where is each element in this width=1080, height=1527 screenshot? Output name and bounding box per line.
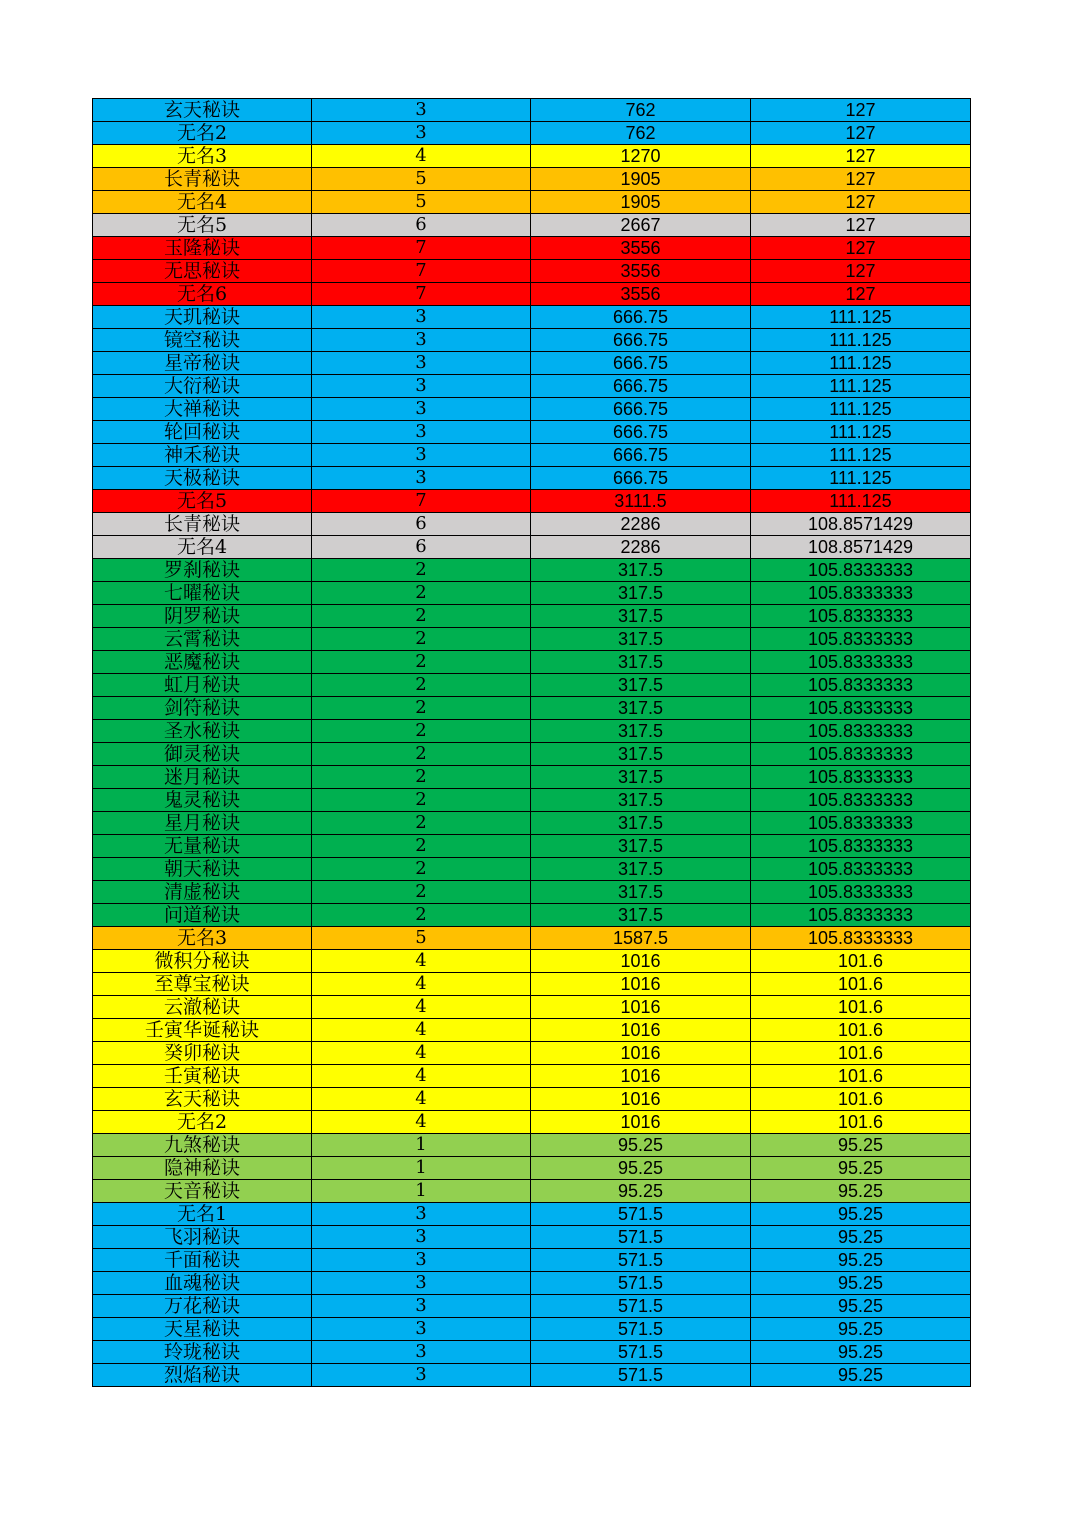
table-row	[93, 283, 971, 306]
cell-total[interactable]: 571.5	[531, 1203, 751, 1226]
cell-name[interactable]: 长青秘诀	[93, 513, 312, 536]
cell-name[interactable]: 至尊宝秘诀	[93, 973, 312, 996]
table-row	[93, 927, 971, 950]
cell-average[interactable]: 108.8571429	[751, 513, 971, 536]
cell-average[interactable]: 111.125	[751, 329, 971, 352]
cell-name[interactable]: 隐神秘诀	[93, 1157, 312, 1180]
cell-name[interactable]: 星月秘诀	[93, 812, 312, 835]
cell-total[interactable]: 571.5	[531, 1249, 751, 1272]
table-row	[93, 605, 971, 628]
cell-name[interactable]: 虹月秘诀	[93, 674, 312, 697]
table-row	[93, 237, 971, 260]
cell-name[interactable]: 无名3	[93, 927, 312, 950]
cell-grade[interactable]: 2	[312, 743, 531, 766]
cell-total[interactable]: 317.5	[531, 858, 751, 881]
table-row	[93, 122, 971, 145]
cell-name[interactable]: 烈焰秘诀	[93, 1364, 312, 1387]
cell-grade[interactable]: 3	[312, 1295, 531, 1318]
cell-total[interactable]: 1905	[531, 168, 751, 191]
cell-name[interactable]: 问道秘诀	[93, 904, 312, 927]
cell-total[interactable]: 317.5	[531, 582, 751, 605]
table-row	[93, 329, 971, 352]
cell-name[interactable]: 千面秘诀	[93, 1249, 312, 1272]
table-row	[93, 1249, 971, 1272]
cell-average[interactable]: 105.8333333	[751, 720, 971, 743]
cell-total[interactable]: 317.5	[531, 651, 751, 674]
cell-total[interactable]: 95.25	[531, 1134, 751, 1157]
cell-grade[interactable]: 2	[312, 789, 531, 812]
cell-average[interactable]: 105.8333333	[751, 812, 971, 835]
cell-name[interactable]: 云澈秘诀	[93, 996, 312, 1019]
cell-name[interactable]: 无名4	[93, 191, 312, 214]
cell-average[interactable]: 111.125	[751, 444, 971, 467]
table-row	[93, 950, 971, 973]
cell-grade[interactable]: 1	[312, 1134, 531, 1157]
table-row	[93, 1180, 971, 1203]
cell-grade[interactable]: 6	[312, 214, 531, 237]
cell-name[interactable]: 天极秘诀	[93, 467, 312, 490]
cell-total[interactable]: 1270	[531, 145, 751, 168]
cell-name[interactable]: 无名6	[93, 283, 312, 306]
cell-total[interactable]: 2667	[531, 214, 751, 237]
cell-grade[interactable]: 2	[312, 720, 531, 743]
table-row	[93, 1272, 971, 1295]
table-row	[93, 1157, 971, 1180]
cell-name[interactable]: 无思秘诀	[93, 260, 312, 283]
cell-name[interactable]: 无名4	[93, 536, 312, 559]
cell-name[interactable]: 壬寅华诞秘诀	[93, 1019, 312, 1042]
cell-total[interactable]: 317.5	[531, 743, 751, 766]
cell-grade[interactable]: 3	[312, 99, 531, 122]
cell-average[interactable]: 127	[751, 214, 971, 237]
cell-grade[interactable]: 2	[312, 858, 531, 881]
cell-average[interactable]: 108.8571429	[751, 536, 971, 559]
cell-total[interactable]: 666.75	[531, 352, 751, 375]
cell-average[interactable]: 95.25	[751, 1295, 971, 1318]
table-row	[93, 1295, 971, 1318]
cell-grade[interactable]: 4	[312, 1065, 531, 1088]
spreadsheet-table	[92, 98, 971, 1387]
cell-total[interactable]: 666.75	[531, 444, 751, 467]
cell-total[interactable]: 3111.5	[531, 490, 751, 513]
cell-name[interactable]: 清虚秘诀	[93, 881, 312, 904]
cell-average[interactable]: 105.8333333	[751, 628, 971, 651]
table-row	[93, 812, 971, 835]
cell-total[interactable]: 317.5	[531, 766, 751, 789]
cell-grade[interactable]: 4	[312, 1019, 531, 1042]
cell-grade[interactable]: 7	[312, 260, 531, 283]
cell-total[interactable]: 1016	[531, 1111, 751, 1134]
cell-grade[interactable]: 3	[312, 352, 531, 375]
cell-grade[interactable]: 1	[312, 1157, 531, 1180]
cell-name[interactable]: 玄天秘诀	[93, 99, 312, 122]
cell-grade[interactable]: 3	[312, 421, 531, 444]
cell-total[interactable]: 317.5	[531, 674, 751, 697]
cell-total[interactable]: 317.5	[531, 789, 751, 812]
cell-name[interactable]: 无名5	[93, 490, 312, 513]
cell-average[interactable]: 95.25	[751, 1134, 971, 1157]
cell-average[interactable]: 101.6	[751, 1088, 971, 1111]
table-row	[93, 766, 971, 789]
table-row	[93, 996, 971, 1019]
cell-average[interactable]: 127	[751, 260, 971, 283]
cell-name[interactable]: 圣水秘诀	[93, 720, 312, 743]
cell-total[interactable]: 3556	[531, 237, 751, 260]
cell-name[interactable]: 玲珑秘诀	[93, 1341, 312, 1364]
cell-grade[interactable]: 2	[312, 835, 531, 858]
cell-average[interactable]: 95.25	[751, 1364, 971, 1387]
table-row	[93, 1203, 971, 1226]
cell-name[interactable]: 玉隆秘诀	[93, 237, 312, 260]
cell-grade[interactable]: 5	[312, 168, 531, 191]
cell-grade[interactable]: 4	[312, 950, 531, 973]
cell-name[interactable]: 天音秘诀	[93, 1180, 312, 1203]
cell-total[interactable]: 666.75	[531, 306, 751, 329]
cell-average[interactable]: 95.25	[751, 1318, 971, 1341]
table-row	[93, 214, 971, 237]
table-row	[93, 513, 971, 536]
cell-average[interactable]: 111.125	[751, 398, 971, 421]
cell-grade[interactable]: 4	[312, 996, 531, 1019]
cell-grade[interactable]: 5	[312, 191, 531, 214]
cell-grade[interactable]: 4	[312, 1042, 531, 1065]
cell-average[interactable]: 101.6	[751, 950, 971, 973]
table-row	[93, 582, 971, 605]
table-row	[93, 697, 971, 720]
cell-name[interactable]: 朝天秘诀	[93, 858, 312, 881]
cell-total[interactable]: 1016	[531, 996, 751, 1019]
cell-name[interactable]: 无名3	[93, 145, 312, 168]
table-row	[93, 191, 971, 214]
cell-total[interactable]: 666.75	[531, 398, 751, 421]
cell-name[interactable]: 阴罗秘诀	[93, 605, 312, 628]
cell-grade[interactable]: 3	[312, 467, 531, 490]
cell-name[interactable]: 无量秘诀	[93, 835, 312, 858]
cell-total[interactable]: 2286	[531, 536, 751, 559]
cell-average[interactable]: 95.25	[751, 1157, 971, 1180]
table-row	[93, 1341, 971, 1364]
cell-grade[interactable]: 2	[312, 881, 531, 904]
table-row	[93, 1042, 971, 1065]
cell-name[interactable]: 天星秘诀	[93, 1318, 312, 1341]
cell-name[interactable]: 无名5	[93, 214, 312, 237]
cell-average[interactable]: 105.8333333	[751, 835, 971, 858]
cell-total[interactable]: 317.5	[531, 904, 751, 927]
cell-grade[interactable]: 2	[312, 904, 531, 927]
table-body	[93, 99, 971, 1387]
cell-name[interactable]: 长青秘诀	[93, 168, 312, 191]
cell-name[interactable]: 轮回秘诀	[93, 421, 312, 444]
cell-total[interactable]: 571.5	[531, 1226, 751, 1249]
cell-grade[interactable]: 7	[312, 490, 531, 513]
table-row	[93, 467, 971, 490]
cell-total[interactable]: 1016	[531, 1042, 751, 1065]
cell-name[interactable]: 罗刹秘诀	[93, 559, 312, 582]
cell-total[interactable]: 1016	[531, 1088, 751, 1111]
cell-total[interactable]: 317.5	[531, 559, 751, 582]
table-row	[93, 1019, 971, 1042]
table-row	[93, 835, 971, 858]
cell-total[interactable]: 317.5	[531, 605, 751, 628]
cell-average[interactable]: 105.8333333	[751, 881, 971, 904]
cell-average[interactable]: 101.6	[751, 996, 971, 1019]
cell-grade[interactable]: 4	[312, 1111, 531, 1134]
table-row	[93, 444, 971, 467]
cell-average[interactable]: 95.25	[751, 1180, 971, 1203]
cell-average[interactable]: 105.8333333	[751, 651, 971, 674]
cell-total[interactable]: 317.5	[531, 628, 751, 651]
cell-name[interactable]: 鬼灵秘诀	[93, 789, 312, 812]
cell-total[interactable]: 571.5	[531, 1295, 751, 1318]
cell-grade[interactable]: 2	[312, 582, 531, 605]
table-row	[93, 559, 971, 582]
cell-average[interactable]: 111.125	[751, 306, 971, 329]
cell-average[interactable]: 105.8333333	[751, 927, 971, 950]
cell-grade[interactable]: 4	[312, 145, 531, 168]
cell-average[interactable]: 111.125	[751, 490, 971, 513]
cell-grade[interactable]: 3	[312, 306, 531, 329]
cell-total[interactable]: 3556	[531, 283, 751, 306]
cell-total[interactable]: 1905	[531, 191, 751, 214]
table-row	[93, 628, 971, 651]
table-row	[93, 720, 971, 743]
cell-name[interactable]: 剑符秘诀	[93, 697, 312, 720]
cell-average[interactable]: 105.8333333	[751, 743, 971, 766]
table-row	[93, 398, 971, 421]
cell-grade[interactable]: 2	[312, 812, 531, 835]
cell-average[interactable]: 95.25	[751, 1272, 971, 1295]
cell-name[interactable]: 大禅秘诀	[93, 398, 312, 421]
cell-grade[interactable]: 7	[312, 237, 531, 260]
cell-name[interactable]: 飞羽秘诀	[93, 1226, 312, 1249]
cell-name[interactable]: 星帝秘诀	[93, 352, 312, 375]
cell-grade[interactable]: 5	[312, 927, 531, 950]
cell-name[interactable]: 万花秘诀	[93, 1295, 312, 1318]
cell-total[interactable]: 1587.5	[531, 927, 751, 950]
cell-name[interactable]: 大衍秘诀	[93, 375, 312, 398]
cell-total[interactable]: 317.5	[531, 881, 751, 904]
cell-average[interactable]: 105.8333333	[751, 697, 971, 720]
cell-grade[interactable]: 3	[312, 329, 531, 352]
cell-average[interactable]: 127	[751, 122, 971, 145]
cell-grade[interactable]: 2	[312, 628, 531, 651]
cell-name[interactable]: 癸卯秘诀	[93, 1042, 312, 1065]
cell-grade[interactable]: 3	[312, 1364, 531, 1387]
cell-total[interactable]: 762	[531, 99, 751, 122]
cell-grade[interactable]: 3	[312, 375, 531, 398]
cell-average[interactable]: 127	[751, 168, 971, 191]
cell-grade[interactable]: 7	[312, 283, 531, 306]
table-row	[93, 789, 971, 812]
table-row	[93, 973, 971, 996]
table-row	[93, 904, 971, 927]
cell-total[interactable]: 666.75	[531, 421, 751, 444]
table-row	[93, 168, 971, 191]
cell-average[interactable]: 101.6	[751, 1042, 971, 1065]
cell-grade[interactable]: 3	[312, 122, 531, 145]
table-row	[93, 1318, 971, 1341]
cell-grade[interactable]: 2	[312, 697, 531, 720]
cell-name[interactable]: 壬寅秘诀	[93, 1065, 312, 1088]
table-row	[93, 881, 971, 904]
table-row	[93, 375, 971, 398]
cell-average[interactable]: 111.125	[751, 375, 971, 398]
cell-name[interactable]: 七曜秘诀	[93, 582, 312, 605]
cell-average[interactable]: 127	[751, 99, 971, 122]
cell-grade[interactable]: 1	[312, 1180, 531, 1203]
table-row	[93, 306, 971, 329]
cell-total[interactable]: 1016	[531, 1019, 751, 1042]
table-row	[93, 1111, 971, 1134]
cell-average[interactable]: 127	[751, 283, 971, 306]
table-row	[93, 260, 971, 283]
cell-name[interactable]: 天玑秘诀	[93, 306, 312, 329]
cell-total[interactable]: 571.5	[531, 1272, 751, 1295]
cell-grade[interactable]: 2	[312, 651, 531, 674]
cell-total[interactable]: 2286	[531, 513, 751, 536]
cell-name[interactable]: 无名2	[93, 1111, 312, 1134]
cell-average[interactable]: 127	[751, 145, 971, 168]
cell-name[interactable]: 微积分秘诀	[93, 950, 312, 973]
cell-grade[interactable]: 2	[312, 605, 531, 628]
cell-name[interactable]: 云霄秘诀	[93, 628, 312, 651]
cell-average[interactable]: 105.8333333	[751, 582, 971, 605]
table-row	[93, 674, 971, 697]
cell-average[interactable]: 101.6	[751, 973, 971, 996]
cell-average[interactable]: 127	[751, 237, 971, 260]
cell-grade[interactable]: 3	[312, 1272, 531, 1295]
cell-average[interactable]: 105.8333333	[751, 674, 971, 697]
table-row	[93, 536, 971, 559]
cell-average[interactable]: 95.25	[751, 1203, 971, 1226]
cell-total[interactable]: 1016	[531, 1065, 751, 1088]
cell-total[interactable]: 95.25	[531, 1157, 751, 1180]
table-row	[93, 1065, 971, 1088]
table-row	[93, 651, 971, 674]
cell-average[interactable]: 95.25	[751, 1226, 971, 1249]
table-row	[93, 743, 971, 766]
cell-name[interactable]: 镜空秘诀	[93, 329, 312, 352]
cell-total[interactable]: 317.5	[531, 812, 751, 835]
cell-grade[interactable]: 6	[312, 513, 531, 536]
cell-grade[interactable]: 3	[312, 398, 531, 421]
cell-grade[interactable]: 3	[312, 1341, 531, 1364]
cell-average[interactable]: 101.6	[751, 1111, 971, 1134]
cell-average[interactable]: 101.6	[751, 1019, 971, 1042]
cell-grade[interactable]: 6	[312, 536, 531, 559]
cell-name[interactable]: 血魂秘诀	[93, 1272, 312, 1295]
cell-average[interactable]: 105.8333333	[751, 858, 971, 881]
cell-grade[interactable]: 3	[312, 1249, 531, 1272]
table-row	[93, 145, 971, 168]
table-row	[93, 1226, 971, 1249]
cell-average[interactable]: 111.125	[751, 421, 971, 444]
cell-name[interactable]: 御灵秘诀	[93, 743, 312, 766]
table-row	[93, 490, 971, 513]
cell-total[interactable]: 666.75	[531, 467, 751, 490]
cell-name[interactable]: 九煞秘诀	[93, 1134, 312, 1157]
cell-grade[interactable]: 3	[312, 1226, 531, 1249]
cell-total[interactable]: 666.75	[531, 375, 751, 398]
cell-average[interactable]: 105.8333333	[751, 904, 971, 927]
cell-total[interactable]: 666.75	[531, 329, 751, 352]
cell-total[interactable]: 317.5	[531, 835, 751, 858]
cell-average[interactable]: 105.8333333	[751, 789, 971, 812]
cell-average[interactable]: 101.6	[751, 1065, 971, 1088]
cell-grade[interactable]: 3	[312, 1203, 531, 1226]
cell-name[interactable]: 神禾秘诀	[93, 444, 312, 467]
cell-total[interactable]: 571.5	[531, 1318, 751, 1341]
cell-grade[interactable]: 2	[312, 766, 531, 789]
cell-average[interactable]: 105.8333333	[751, 559, 971, 582]
table-row	[93, 858, 971, 881]
cell-total[interactable]: 571.5	[531, 1364, 751, 1387]
table-row	[93, 1364, 971, 1387]
cell-name[interactable]: 玄天秘诀	[93, 1088, 312, 1111]
cell-grade[interactable]: 3	[312, 444, 531, 467]
table-row	[93, 421, 971, 444]
cell-total[interactable]: 571.5	[531, 1341, 751, 1364]
cell-name[interactable]: 无名1	[93, 1203, 312, 1226]
cell-average[interactable]: 105.8333333	[751, 766, 971, 789]
cell-total[interactable]: 762	[531, 122, 751, 145]
cell-grade[interactable]: 3	[312, 1318, 531, 1341]
cell-grade[interactable]: 4	[312, 1088, 531, 1111]
cell-name[interactable]: 恶魔秘诀	[93, 651, 312, 674]
cell-grade[interactable]: 2	[312, 674, 531, 697]
cell-name[interactable]: 无名2	[93, 122, 312, 145]
table-row	[93, 99, 971, 122]
cell-average[interactable]: 95.25	[751, 1249, 971, 1272]
cell-total[interactable]: 3556	[531, 260, 751, 283]
cell-grade[interactable]: 4	[312, 973, 531, 996]
cell-average[interactable]: 127	[751, 191, 971, 214]
cell-average[interactable]: 111.125	[751, 352, 971, 375]
cell-total[interactable]: 317.5	[531, 720, 751, 743]
cell-total[interactable]: 95.25	[531, 1180, 751, 1203]
table-row	[93, 352, 971, 375]
cell-total[interactable]: 317.5	[531, 697, 751, 720]
cell-name[interactable]: 迷月秘诀	[93, 766, 312, 789]
cell-average[interactable]: 105.8333333	[751, 605, 971, 628]
cell-average[interactable]: 95.25	[751, 1341, 971, 1364]
table-row	[93, 1134, 971, 1157]
table-row	[93, 1088, 971, 1111]
cell-grade[interactable]: 2	[312, 559, 531, 582]
cell-total[interactable]: 1016	[531, 973, 751, 996]
cell-total[interactable]: 1016	[531, 950, 751, 973]
cell-average[interactable]: 111.125	[751, 467, 971, 490]
